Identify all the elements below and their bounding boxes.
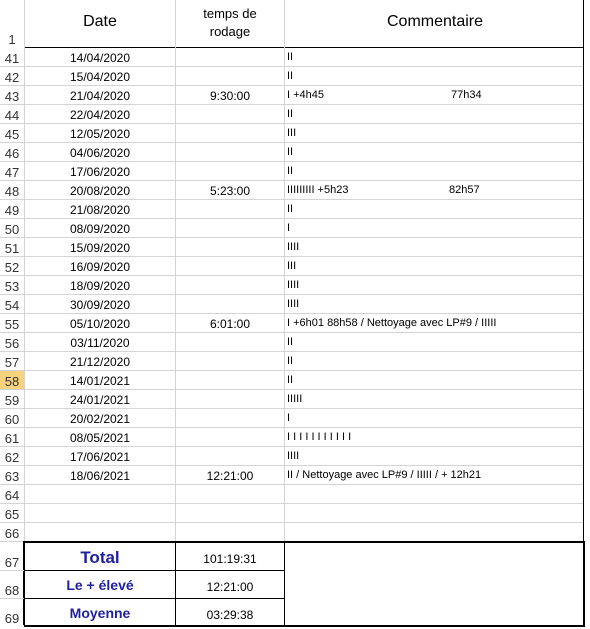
row-header-68[interactable] — [0, 571, 24, 599]
row-header-69[interactable] — [0, 599, 24, 627]
comment-cell[interactable]: I I I I I I I I I I I — [287, 431, 352, 443]
row-number: 66 — [4, 526, 20, 541]
row-number: 68 — [4, 583, 20, 598]
comment-cell[interactable]: IIIIIIIII +5h23 — [287, 184, 349, 196]
row-gridline — [0, 180, 584, 181]
row-header-46[interactable] — [0, 143, 24, 162]
comment-cell[interactable]: III — [287, 260, 297, 272]
comment-cell[interactable]: II — [287, 146, 294, 158]
date-cell[interactable]: 24/01/2021 — [69, 393, 131, 407]
row-gridline — [0, 218, 584, 219]
column-gridline — [175, 0, 176, 542]
comment-cell[interactable]: I — [287, 412, 291, 424]
row-gridline — [0, 389, 584, 390]
comment-cell[interactable]: IIIII — [287, 393, 303, 405]
row-header-66[interactable] — [0, 523, 24, 542]
row-number: 61 — [4, 431, 20, 446]
row-gridline — [0, 275, 584, 276]
comment-cell[interactable]: II — [287, 336, 294, 348]
summary-label-3[interactable]: Moyenne — [69, 605, 131, 621]
row-header-48[interactable] — [0, 181, 24, 200]
row-number: 42 — [4, 70, 20, 85]
temps-column-header-line1: temps de — [203, 6, 257, 21]
row-header-67[interactable] — [0, 543, 24, 571]
row-number: 69 — [4, 611, 20, 626]
summary-label-1[interactable]: Total — [80, 548, 120, 567]
row-number: 58 — [4, 374, 20, 389]
date-cell[interactable]: 21/08/2020 — [69, 203, 131, 217]
row-gridline — [0, 294, 584, 295]
comment-cell[interactable]: II — [287, 355, 294, 367]
row-gridline — [0, 313, 584, 314]
row-header-55[interactable] — [0, 314, 24, 333]
comment-cell[interactable]: II — [287, 374, 294, 386]
row-gridline — [0, 256, 584, 257]
summary-value-3[interactable]: 03:29:38 — [206, 608, 254, 622]
date-cell[interactable]: 21/04/2020 — [69, 89, 131, 103]
row-header-61[interactable] — [0, 428, 24, 447]
summary-label-2[interactable]: Le + élevé — [66, 577, 134, 593]
temps-cell[interactable]: 12:21:00 — [206, 469, 254, 483]
date-cell[interactable]: 04/06/2020 — [69, 146, 131, 160]
row-gridline — [0, 522, 584, 523]
summary-row-divider — [24, 570, 284, 571]
row-header-65[interactable] — [0, 504, 24, 523]
date-cell[interactable]: 17/06/2020 — [69, 165, 131, 179]
summary-value-1[interactable]: 101:19:31 — [203, 552, 257, 566]
header-bottom-border — [24, 47, 584, 48]
comment-cell[interactable]: 77h34 — [451, 89, 482, 101]
row-header-60[interactable] — [0, 409, 24, 428]
row-gridline — [0, 123, 584, 124]
temps-cell[interactable]: 9:30:00 — [209, 89, 251, 103]
comment-cell[interactable]: III — [287, 127, 297, 139]
row-header-gridline — [0, 570, 24, 571]
row-number: 65 — [4, 507, 20, 522]
row-number: 56 — [4, 336, 20, 351]
date-cell[interactable]: 03/11/2020 — [70, 336, 130, 350]
summary-column-divider — [284, 543, 285, 625]
date-cell[interactable]: 08/09/2020 — [69, 222, 131, 236]
date-cell[interactable]: 20/02/2021 — [69, 412, 131, 426]
row-gridline — [0, 237, 584, 238]
row-number: 59 — [4, 393, 20, 408]
row-number: 60 — [4, 412, 20, 427]
row-number: 43 — [4, 89, 20, 104]
comment-cell[interactable]: IIII — [287, 241, 300, 253]
comment-cell[interactable]: II — [287, 108, 294, 120]
comment-cell[interactable]: IIII — [287, 279, 300, 291]
row-gridline — [0, 465, 584, 466]
comment-cell[interactable]: I +6h01 88h58 / Nettoyage avec LP#9 / IIIII — [287, 317, 497, 329]
comment-cell[interactable]: II / Nettoyage avec LP#9 / IIIII / + 12h21 — [287, 469, 482, 481]
date-cell[interactable]: 17/06/2021 — [69, 450, 131, 464]
row-header-56[interactable] — [0, 333, 24, 352]
row-gridline — [0, 142, 584, 143]
row-gridline — [0, 446, 584, 447]
comment-cell[interactable]: 82h57 — [449, 184, 480, 196]
column-gridline — [284, 0, 285, 542]
row-number: 46 — [4, 146, 20, 161]
row-header-54[interactable] — [0, 295, 24, 314]
column-gridline — [24, 0, 25, 542]
row-header-58[interactable] — [0, 371, 24, 390]
comment-cell[interactable]: IIII — [287, 298, 300, 310]
row-number: 51 — [4, 241, 20, 256]
row-number: 41 — [4, 51, 20, 66]
date-cell[interactable]: 16/09/2020 — [69, 260, 131, 274]
date-cell[interactable]: 18/09/2020 — [69, 279, 131, 293]
row-header-45[interactable] — [0, 124, 24, 143]
row-number: 45 — [4, 127, 20, 142]
comment-cell[interactable]: I — [287, 222, 291, 234]
summary-row-divider — [24, 598, 284, 599]
row-number: 50 — [4, 222, 20, 237]
row-header-44[interactable] — [0, 105, 24, 124]
row-gridline — [0, 85, 584, 86]
row-header-47[interactable] — [0, 162, 24, 181]
row-gridline — [0, 332, 584, 333]
row-number: 52 — [4, 260, 20, 275]
row-header-1[interactable] — [0, 0, 24, 48]
row-header-59[interactable] — [0, 390, 24, 409]
date-cell[interactable]: 14/04/2020 — [69, 51, 131, 65]
row-gridline — [0, 161, 584, 162]
row-number: 54 — [4, 298, 20, 313]
date-column-header: Date — [83, 13, 117, 30]
row-number: 44 — [4, 108, 20, 123]
row-gridline — [0, 427, 584, 428]
summary-top-border — [24, 541, 585, 543]
temps-cell[interactable]: 5:23:00 — [209, 184, 251, 198]
date-cell[interactable]: 08/05/2021 — [69, 431, 131, 445]
row-header-gridline — [0, 598, 24, 599]
row-gridline — [0, 104, 584, 105]
date-cell[interactable]: 20/08/2020 — [69, 184, 131, 198]
row-number: 55 — [4, 317, 20, 332]
comment-cell[interactable]: II — [287, 51, 294, 63]
row-number: 48 — [4, 184, 20, 199]
date-cell[interactable]: 14/01/2021 — [69, 374, 131, 388]
row-header-64[interactable] — [0, 485, 24, 504]
row-gridline — [0, 503, 584, 504]
row-header-43[interactable] — [0, 86, 24, 105]
summary-bottom-border — [24, 625, 585, 627]
temps-cell[interactable]: 6:01:00 — [209, 317, 251, 331]
summary-value-2[interactable]: 12:21:00 — [206, 580, 254, 594]
comment-cell[interactable]: I +4h45 — [287, 89, 325, 101]
row-number: 1 — [8, 32, 16, 47]
date-cell[interactable]: 15/09/2020 — [69, 241, 131, 255]
row-header-52[interactable] — [0, 257, 24, 276]
row-header-49[interactable] — [0, 200, 24, 219]
row-header-41[interactable] — [0, 48, 24, 67]
row-header-57[interactable] — [0, 352, 24, 371]
row-gridline — [0, 66, 584, 67]
row-gridline — [0, 351, 584, 352]
row-number: 49 — [4, 203, 20, 218]
temps-column-header-line2: rodage — [209, 24, 251, 39]
comment-cell[interactable]: IIII — [287, 450, 300, 462]
row-number: 57 — [4, 355, 20, 370]
comment-cell[interactable]: II — [287, 165, 294, 177]
row-header-63[interactable] — [0, 466, 24, 485]
row-number: 62 — [4, 450, 20, 465]
right-border — [583, 0, 584, 542]
summary-right-border — [583, 541, 585, 625]
row-header-42[interactable] — [0, 67, 24, 86]
row-header-51[interactable] — [0, 238, 24, 257]
comment-cell[interactable]: II — [287, 70, 294, 82]
row-number: 63 — [4, 469, 20, 484]
row-gridline — [0, 370, 584, 371]
comment-cell[interactable]: II — [287, 203, 294, 215]
date-cell[interactable]: 12/05/2020 — [69, 127, 131, 141]
summary-left-border — [23, 541, 25, 625]
row-header-62[interactable] — [0, 447, 24, 466]
row-number: 64 — [4, 488, 20, 503]
date-cell[interactable]: 18/06/2021 — [69, 469, 131, 483]
commentaire-column-header: Commentaire — [386, 13, 484, 30]
row-gridline — [0, 484, 584, 485]
row-header-50[interactable] — [0, 219, 24, 238]
row-number: 67 — [4, 555, 20, 570]
row-number: 53 — [4, 279, 20, 294]
date-cell[interactable]: 30/09/2020 — [69, 298, 131, 312]
row-header-53[interactable] — [0, 276, 24, 295]
date-cell[interactable]: 22/04/2020 — [69, 108, 131, 122]
date-cell[interactable]: 21/12/2020 — [69, 355, 131, 369]
summary-column-divider — [175, 543, 176, 625]
date-cell[interactable]: 05/10/2020 — [69, 317, 131, 331]
date-cell[interactable]: 15/04/2020 — [69, 70, 131, 84]
row-gridline — [0, 199, 584, 200]
row-gridline — [0, 408, 584, 409]
row-number: 47 — [4, 165, 20, 180]
